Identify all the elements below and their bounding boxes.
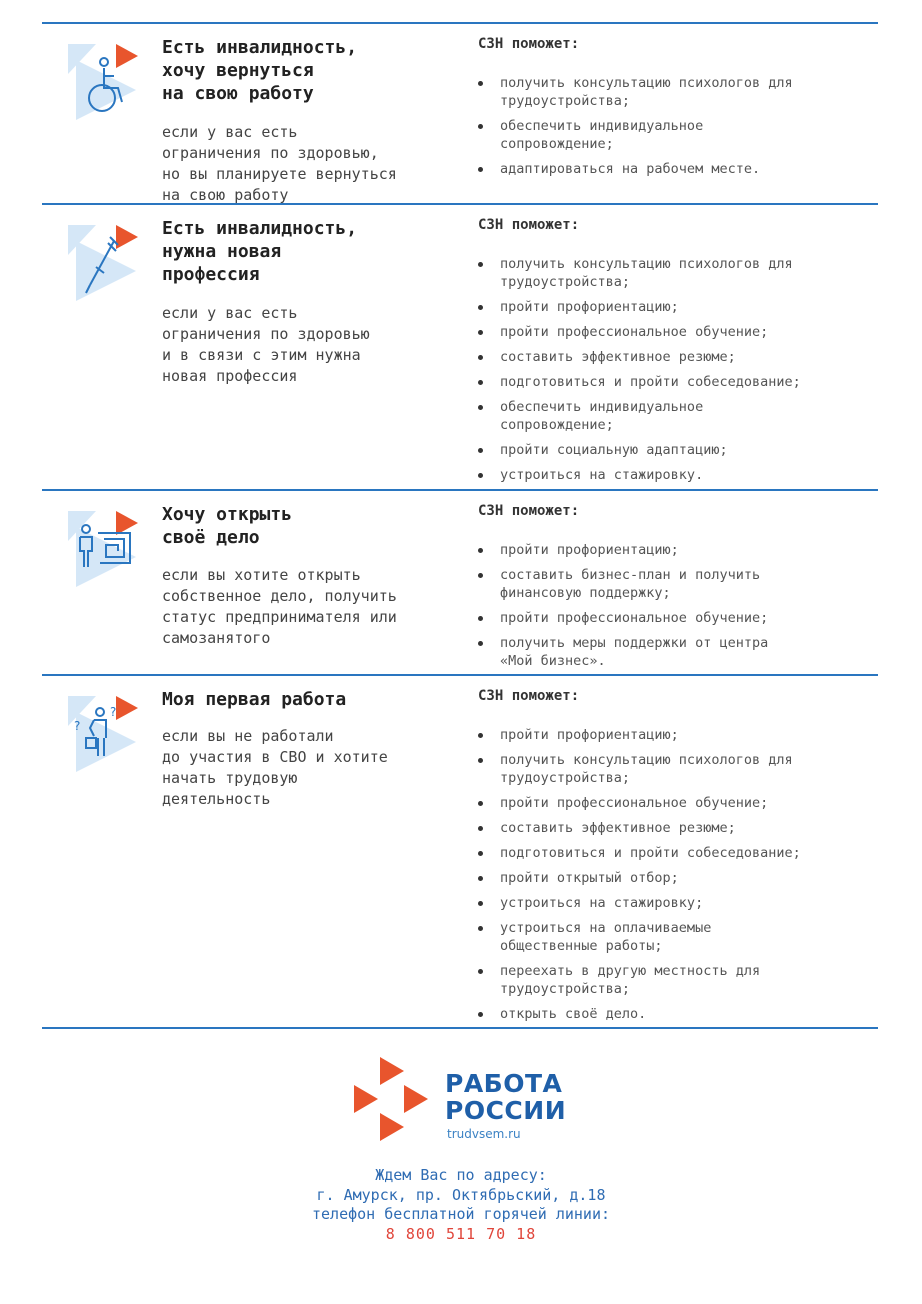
help-title: СЗН поможет: [478, 217, 580, 233]
list-item: составить бизнес-план и получить финансовую поддержку; [474, 566, 874, 602]
list-item: пройти профориентацию; [474, 298, 874, 316]
help-list [474, 74, 874, 185]
contact-line-1: Ждем Вас по адресу: [375, 1166, 547, 1184]
list-item: получить консультацию психологов для трудоустройства; [474, 751, 874, 787]
section-disability-return [42, 22, 878, 204]
list-item: подготовиться и пройти собеседование; [474, 844, 874, 862]
section-title: Есть инвалидность, хочу вернуться на свою работу [162, 37, 358, 104]
section-first-job [42, 674, 878, 1028]
logo-line-1: РАБОТА [445, 1069, 563, 1098]
section-title: Моя первая работа [162, 689, 347, 710]
svg-text:?: ? [110, 705, 117, 719]
maze-person-icon [66, 509, 142, 589]
list-item: пройти профориентацию; [474, 726, 874, 744]
list-item: пройти социальную адаптацию; [474, 441, 874, 459]
list-item: составить эффективное резюме; [474, 348, 874, 366]
list-item: получить меры поддержки от центра «Мой бизнес». [474, 634, 874, 670]
list-item: получить консультацию психологов для трудоустройства; [474, 74, 874, 110]
help-list [474, 726, 874, 1030]
list-item: устроиться на стажировку; [474, 894, 874, 912]
svg-text:?: ? [74, 719, 81, 733]
list-item: устроиться на стажировку. [474, 466, 874, 484]
wheelchair-icon [66, 42, 142, 122]
crutch-icon [66, 223, 142, 303]
list-item: обеспечить индивидуальное сопровождение; [474, 398, 874, 434]
list-item: пройти открытый отбор; [474, 869, 874, 887]
logo-url[interactable]: trudvsem.ru [447, 1127, 521, 1141]
list-item: пройти профессиональное обучение; [474, 794, 874, 812]
help-title: СЗН поможет: [478, 688, 580, 704]
section-description: если вы не работали до участия в СВО и хотите начать трудовую деятельность [162, 727, 388, 808]
help-title: СЗН поможет: [478, 503, 580, 519]
section-own-business [42, 489, 878, 676]
section-disability-new-profession [42, 203, 878, 491]
list-item: открыть своё дело. [474, 1005, 874, 1023]
help-list [474, 541, 874, 677]
list-item: пройти профориентацию; [474, 541, 874, 559]
section-title: Есть инвалидность, нужна новая профессия [162, 218, 358, 285]
question-person-icon [66, 694, 142, 774]
list-item: обеспечить индивидуальное сопровождение; [474, 117, 874, 153]
section-description: если у вас есть ограничения по здоровью, но вы планируете вернуться на свою работу [162, 123, 397, 204]
help-title: СЗН поможет: [478, 36, 580, 52]
list-item: адаптироваться на рабочем месте. [474, 160, 874, 178]
list-item: пройти профессиональное обучение; [474, 323, 874, 341]
list-item: устроиться на оплачиваемые общественные работы; [474, 919, 874, 955]
contact-line-3: телефон бесплатной горячей линии: [311, 1205, 610, 1223]
logo-line-2: РОССИИ [445, 1096, 567, 1125]
list-item: пройти профессиональное обучение; [474, 609, 874, 627]
list-item: составить эффективное резюме; [474, 819, 874, 837]
contact-block [0, 1166, 922, 1244]
help-list [474, 255, 874, 491]
divider [42, 1027, 878, 1029]
hotline-phone[interactable]: 8 800 511 70 18 [385, 1224, 537, 1243]
logo-text [445, 1070, 566, 1124]
contact-address: г. Амурск, пр. Октябрьский, д.18 [316, 1185, 606, 1204]
list-item: переехать в другую местность для трудоустройства; [474, 962, 874, 998]
section-description: если у вас есть ограничения по здоровью и в связи с этим нужна новая профессия [162, 304, 370, 385]
section-description: если вы хотите открыть собственное дело, получить статус предпринимателя или самозанятого [162, 566, 397, 647]
list-item: получить консультацию психологов для трудоустройства; [474, 255, 874, 291]
list-item: подготовиться и пройти собеседование; [474, 373, 874, 391]
section-title: Хочу открыть своё дело [162, 504, 293, 548]
